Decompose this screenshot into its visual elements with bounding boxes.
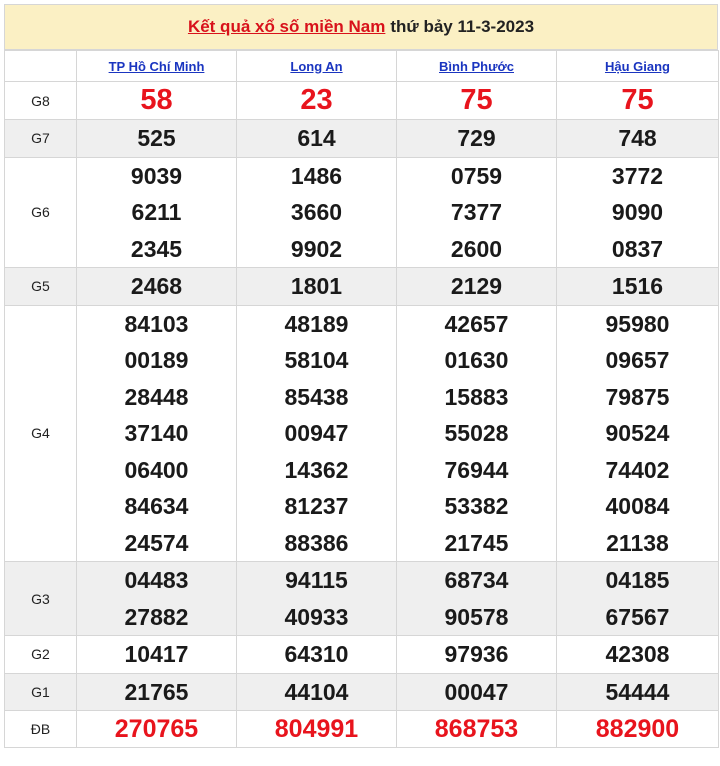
prize-number: 270765 (114, 715, 199, 743)
prize-cell (77, 711, 237, 748)
results-title-bar (4, 4, 718, 50)
prize-cell (77, 157, 237, 268)
province-header (77, 51, 237, 82)
prize-number: 28448 (124, 383, 189, 410)
prize-cell (237, 268, 397, 306)
prize-number: 729 (457, 125, 496, 151)
prize-cell (397, 711, 557, 748)
prize-cell (77, 636, 237, 674)
prize-row-g4 (5, 305, 719, 562)
prize-number: 75 (460, 84, 493, 116)
results-date-text: thứ bảy 11-3-2023 (390, 17, 535, 36)
prize-label: G5 (5, 268, 77, 306)
prize-number: 0759 (450, 162, 503, 189)
prize-cell (237, 157, 397, 268)
prize-cell (557, 636, 719, 674)
prize-number: 868753 (434, 715, 519, 743)
prize-number: 23 (300, 84, 333, 116)
prize-number: 7377 (450, 199, 503, 225)
prize-number: 00189 (124, 347, 189, 373)
prize-number: 74402 (605, 456, 670, 483)
prize-number: 58 (140, 84, 173, 116)
prize-label: G8 (5, 82, 77, 120)
prize-number: 76944 (444, 456, 509, 483)
prize-number: 3772 (611, 162, 664, 189)
prize-cell (397, 82, 557, 120)
prize-number: 2468 (130, 273, 183, 299)
prize-number: 1801 (290, 273, 343, 299)
prize-number: 09657 (605, 347, 670, 373)
prize-cell (77, 82, 237, 120)
prize-number: 90524 (605, 420, 670, 446)
prize-cell (237, 82, 397, 120)
province-header (397, 51, 557, 82)
prize-cell (397, 120, 557, 158)
prize-number: 68734 (444, 567, 509, 593)
prize-number: 37140 (124, 420, 189, 446)
prize-number: 0837 (611, 235, 664, 262)
prize-cell (557, 120, 719, 158)
prize-number: 64310 (284, 641, 349, 667)
prize-number: 95980 (605, 310, 670, 337)
prize-row-g5 (5, 268, 719, 306)
prize-table-body (5, 82, 719, 748)
prize-cell (397, 673, 557, 711)
prize-number: 6211 (131, 199, 182, 225)
prize-number: 748 (618, 125, 657, 151)
prize-label: G1 (5, 673, 77, 711)
prize-number: 42308 (605, 641, 670, 667)
province-header (237, 51, 397, 82)
results-table (4, 50, 719, 748)
prize-number: 614 (297, 125, 336, 151)
prize-cell (237, 120, 397, 158)
prize-number: 06400 (124, 456, 189, 483)
prize-number: 00947 (284, 420, 349, 446)
prize-label: ĐB (5, 711, 77, 748)
prize-number: 9090 (611, 199, 664, 225)
prize-number: 88386 (284, 529, 349, 556)
prize-number: 9039 (130, 162, 183, 189)
prize-number: 55028 (444, 420, 509, 446)
prize-number: 84103 (124, 310, 189, 337)
prize-row-g8 (5, 82, 719, 120)
province-link-hau-giang[interactable]: Hậu Giang (604, 58, 670, 74)
prize-number: 79875 (605, 383, 670, 410)
prize-number: 84634 (124, 493, 189, 519)
prize-label: G3 (5, 562, 77, 636)
prize-row-db (5, 711, 719, 748)
prize-number: 21765 (124, 678, 189, 705)
prize-number: 1516 (611, 273, 664, 299)
prize-cell (397, 636, 557, 674)
prize-cell (557, 82, 719, 120)
prize-cell (397, 562, 557, 636)
prize-number: 67567 (605, 603, 670, 630)
header-empty-cell (5, 51, 77, 82)
prize-number: 53382 (444, 493, 509, 519)
prize-number: 10417 (124, 641, 189, 667)
prize-number: 85438 (284, 383, 349, 410)
prize-cell (77, 268, 237, 306)
prize-number: 2345 (130, 235, 183, 262)
prize-cell (237, 673, 397, 711)
prize-number: 90578 (444, 603, 509, 630)
prize-cell (237, 711, 397, 748)
prize-cell (557, 157, 719, 268)
prize-number: 00047 (444, 678, 509, 705)
prize-number: 882900 (595, 715, 680, 743)
prize-cell (77, 120, 237, 158)
prize-number: 75 (621, 84, 654, 116)
prize-number: 58104 (284, 347, 349, 373)
province-link-tp-ho-chi-minh[interactable]: TP Hồ Chí Minh (108, 58, 205, 74)
prize-cell (557, 268, 719, 306)
prize-number: 94115 (285, 567, 348, 593)
prize-number: 54444 (605, 678, 670, 705)
prize-cell (397, 268, 557, 306)
prize-row-g3 (5, 562, 719, 636)
results-container (4, 4, 718, 748)
prize-cell (77, 305, 237, 562)
prize-row-g2 (5, 636, 719, 674)
prize-number: 21138 (606, 529, 669, 556)
prize-number: 44104 (284, 678, 349, 705)
prize-number: 9902 (290, 235, 343, 262)
prize-number: 27882 (124, 603, 189, 630)
prize-cell (557, 711, 719, 748)
prize-label: G2 (5, 636, 77, 674)
prize-row-g7 (5, 120, 719, 158)
prize-cell (77, 673, 237, 711)
prize-number: 40933 (284, 603, 349, 630)
province-header (557, 51, 719, 82)
prize-number: 525 (137, 125, 176, 151)
prize-number: 15883 (444, 383, 509, 410)
prize-number: 97936 (444, 641, 509, 667)
prize-number: 42657 (444, 310, 509, 337)
prize-number: 01630 (444, 347, 509, 373)
prize-number: 2600 (450, 235, 503, 262)
prize-number: 40084 (605, 493, 670, 519)
prize-number: 2129 (450, 273, 503, 299)
prize-number: 21745 (444, 529, 509, 556)
prize-number: 48189 (284, 310, 349, 337)
prize-label: G4 (5, 305, 77, 562)
prize-cell (557, 305, 719, 562)
prize-cell (397, 305, 557, 562)
prize-number: 3660 (290, 199, 343, 225)
province-header-row (5, 51, 719, 82)
prize-label: G7 (5, 120, 77, 158)
prize-number: 804991 (274, 715, 359, 743)
prize-cell (77, 562, 237, 636)
prize-cell (237, 305, 397, 562)
prize-number: 04185 (605, 567, 670, 593)
prize-cell (237, 562, 397, 636)
prize-number: 24574 (124, 529, 189, 556)
province-link-binh-phuoc[interactable]: Bình Phước (439, 58, 514, 74)
prize-row-g6 (5, 157, 719, 268)
prize-number: 81237 (284, 493, 349, 519)
results-title-link[interactable]: Kết quả xổ số miền Nam (187, 17, 386, 36)
prize-cell (237, 636, 397, 674)
prize-number: 04483 (124, 567, 189, 593)
prize-row-g1 (5, 673, 719, 711)
prize-number: 1486 (290, 162, 343, 189)
prize-label: G6 (5, 157, 77, 268)
prize-number: 14362 (284, 456, 349, 483)
prize-cell (557, 673, 719, 711)
province-link-long-an[interactable]: Long An (290, 58, 343, 74)
prize-cell (557, 562, 719, 636)
prize-cell (397, 157, 557, 268)
